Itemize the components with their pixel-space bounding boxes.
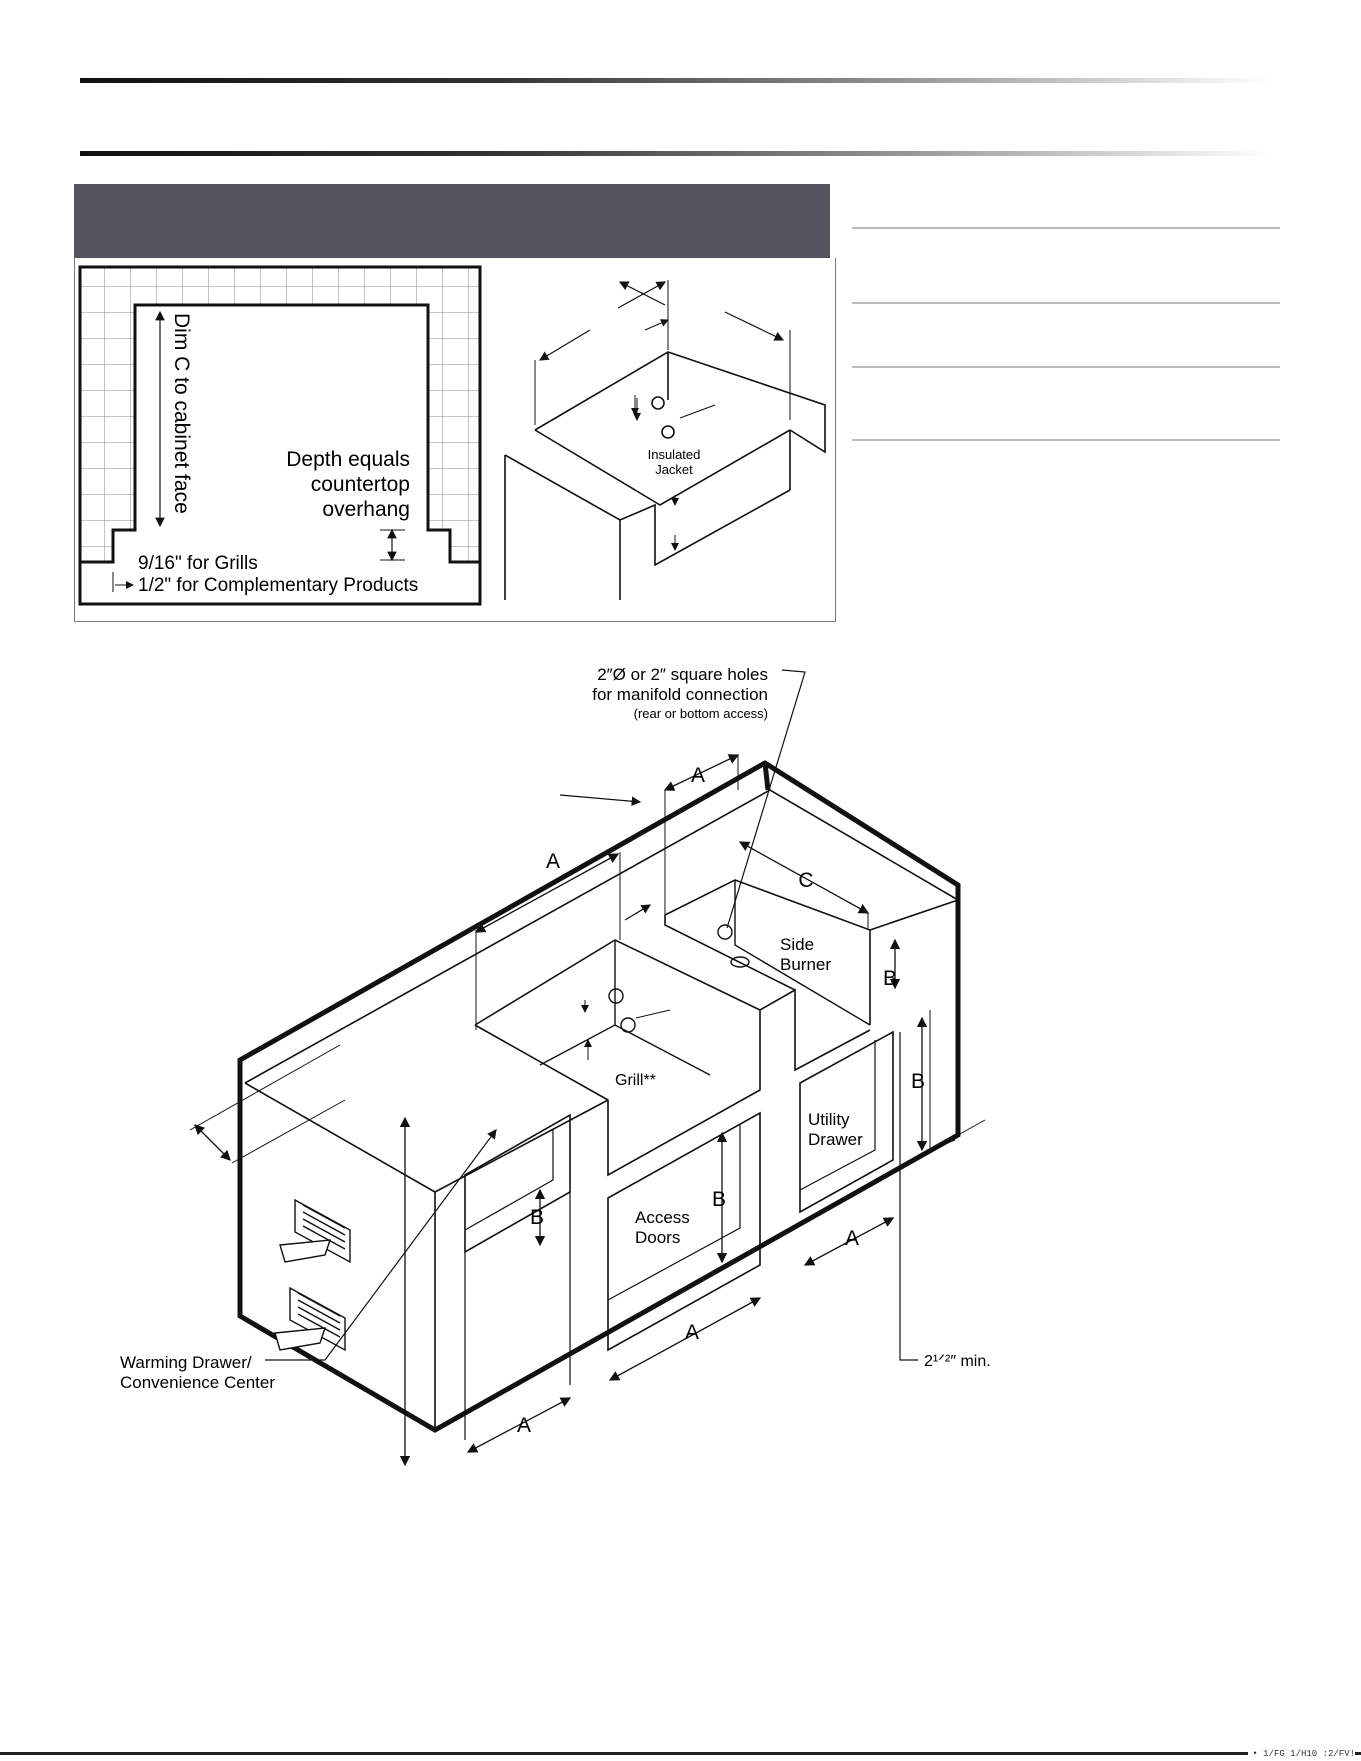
utility-drawer-label-2: Drawer — [808, 1130, 863, 1149]
jacket-label-2: Jacket — [655, 462, 693, 477]
iso-dim-right-b — [725, 312, 783, 340]
dim-c-label: Dim C to cabinet face — [170, 313, 193, 514]
warming-drawer-cutout — [465, 1115, 570, 1252]
depth-label-2: countertop — [310, 473, 410, 496]
warming-drawer-label-2: Convenience Center — [120, 1373, 275, 1392]
iso-front-wall — [505, 455, 790, 565]
side-burner-label-2: Burner — [780, 955, 832, 974]
island-drawing — [190, 670, 985, 1465]
iso-dim-left-a — [540, 330, 590, 360]
utility-drawer-label-1: Utility — [808, 1110, 850, 1129]
leader-upper — [560, 795, 640, 802]
gas-hole-upper — [652, 397, 664, 409]
access-doors-label-1: Access — [635, 1208, 690, 1227]
depth-label-1: Depth equals — [286, 448, 410, 471]
dim-b-label-warming: B — [529, 1206, 545, 1229]
hole-dim-line — [680, 405, 715, 418]
vent-lower — [275, 1288, 345, 1350]
grill-label: Grill** — [615, 1072, 656, 1089]
iso-dim-left-b — [618, 282, 665, 308]
ext-right — [958, 1120, 985, 1135]
dim-a-label-top-right: A — [690, 764, 706, 787]
gas-hole-lower — [662, 426, 674, 438]
dim-grill-inner — [625, 905, 650, 920]
grill-hole-dim — [636, 1010, 670, 1018]
grill-gas-hole — [609, 989, 623, 1003]
dim-b-label-utility: B — [910, 1070, 926, 1093]
holes-label-2: for manifold connection — [592, 685, 768, 704]
min-ext — [930, 1010, 955, 1150]
iso-cutout-rim — [535, 352, 825, 452]
dim-a-label-grill: A — [545, 850, 561, 873]
grill-cutout-back — [475, 940, 760, 1025]
access-doors-label-2: Doors — [635, 1228, 681, 1247]
burner-gas-hole — [718, 925, 732, 939]
complementary-label: 1/2" for Complementary Products — [138, 575, 419, 596]
vent-upper — [280, 1200, 350, 1262]
min-clearance-label: 2¹ᐟ²″ min. — [924, 1353, 991, 1370]
access-doors-cutout — [608, 1113, 760, 1350]
dim-c-label-main: C — [798, 869, 814, 892]
burner-cutout-back — [665, 880, 870, 1025]
ext-depth-left — [190, 1045, 340, 1130]
grill-cutout-floor — [540, 1025, 710, 1075]
cutout-iso-detail — [505, 280, 825, 600]
counter-front-mid — [435, 1100, 608, 1192]
dim-a-label-utility: A — [844, 1227, 860, 1250]
jacket-label-1: Insulated — [647, 447, 701, 462]
dim-b-label-access: B — [711, 1188, 727, 1211]
footer-rule — [0, 1752, 1361, 1755]
countertop-back-edge — [245, 790, 958, 1083]
dim-a-label-access: A — [684, 1321, 700, 1344]
dim-a-label-warming: A — [516, 1414, 532, 1437]
burner-right-edge — [870, 900, 958, 930]
iso-dim-inner — [645, 320, 668, 330]
depth-label-3: overhang — [322, 498, 410, 521]
cutout-front-detail — [80, 267, 480, 604]
warming-drawer-label-1: Warming Drawer/ — [120, 1353, 252, 1372]
footer-code: • 1/FG 1/H10 :2/FV! — [1248, 1749, 1355, 1759]
island-back-corner — [765, 763, 768, 790]
holes-label-1: 2″Ø or 2″ square holes — [597, 665, 768, 684]
grills-label: 9/16" for Grills — [138, 553, 258, 574]
holes-label-3: (rear or bottom access) — [633, 706, 768, 721]
dim-depth-left — [195, 1125, 230, 1160]
dim-b-label-burner: B — [882, 967, 898, 990]
side-burner-label-1: Side — [780, 935, 815, 954]
grill-gas-hole-2 — [621, 1018, 635, 1032]
